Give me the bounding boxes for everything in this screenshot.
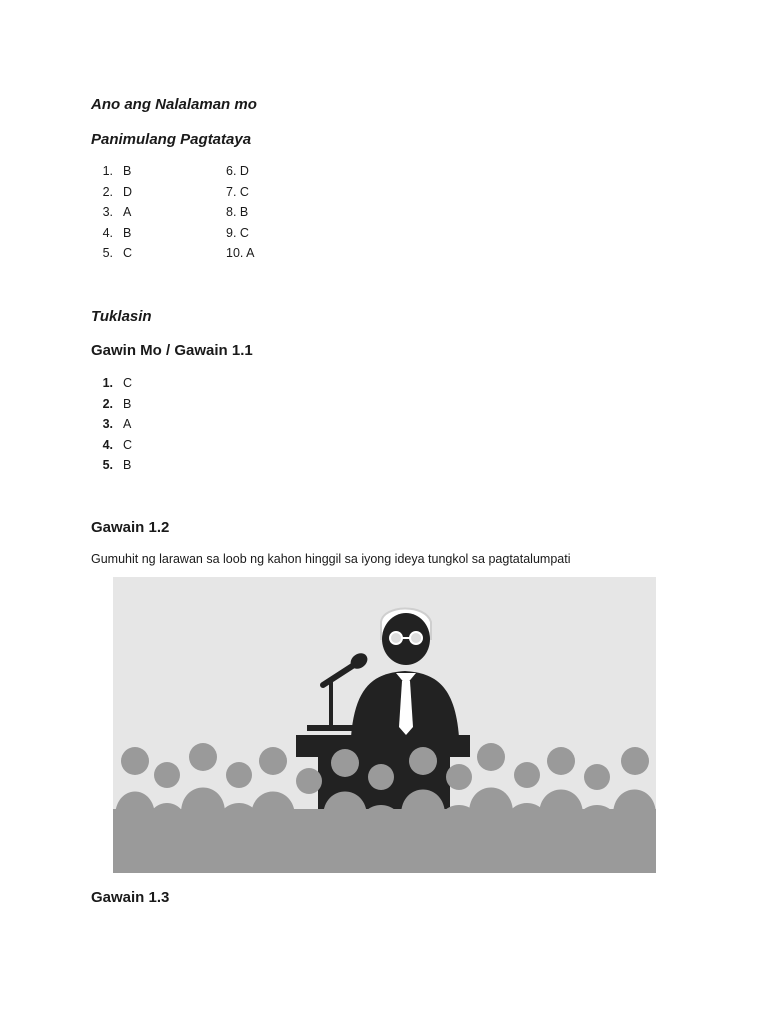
list-item: 7. C xyxy=(226,184,249,199)
list-item: 1. C xyxy=(102,376,133,390)
speaker-figure xyxy=(351,608,459,737)
list-item: 5. B xyxy=(102,458,132,472)
heading-tuklasin: Tuklasin xyxy=(91,308,152,325)
list-item: 1. B xyxy=(102,164,132,178)
list-item: 5. C xyxy=(102,246,133,260)
gawain-1-1-answers xyxy=(91,373,132,476)
list-item: 4. B xyxy=(102,225,132,240)
list-item: 3. A xyxy=(102,417,132,431)
list-item: 3. A xyxy=(102,205,132,219)
list-item: 8. B xyxy=(226,205,249,219)
list-item: 2. D xyxy=(102,184,133,199)
speaker-at-podium-with-audience-icon xyxy=(113,577,656,873)
list-item: 4. C xyxy=(102,437,133,452)
heading-gawin-mo: Gawin Mo / Gawain 1.1 xyxy=(91,342,253,359)
list-item: 9. C xyxy=(226,225,249,240)
heading-gawain-1-2: Gawain 1.2 xyxy=(91,519,170,536)
panimula-answers-right xyxy=(226,161,255,264)
list-item: 10. A xyxy=(226,246,255,260)
heading-panimulang-pagtataya: Panimulang Pagtataya xyxy=(91,131,252,148)
panimula-answers-left xyxy=(91,161,132,264)
list-item: 6. D xyxy=(226,164,249,178)
heading-gawain-1-3: Gawain 1.3 xyxy=(91,889,170,906)
gawain-1-2-instruction: Gumuhit ng larawan sa loob ng kahon hinggil sa iyong ideya tungkol sa pagtatalumpati xyxy=(91,552,571,566)
heading-ano-ang-nalalaman: Ano ang Nalalaman mo xyxy=(91,96,257,113)
list-item: 2. B xyxy=(102,396,132,411)
